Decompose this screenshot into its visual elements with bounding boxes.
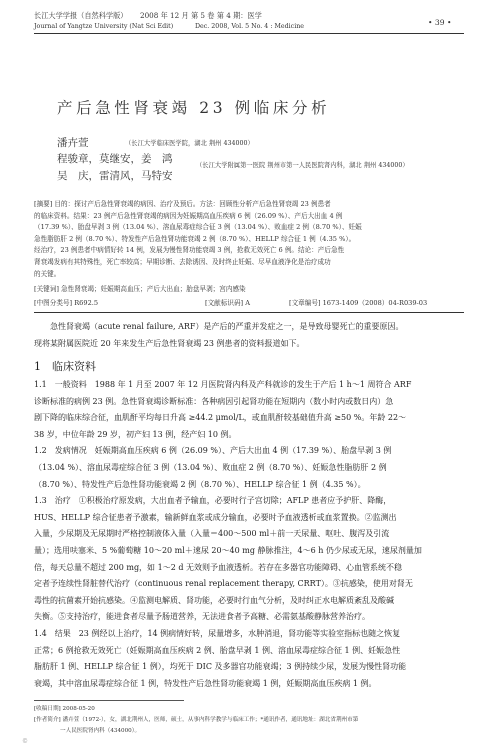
author-line-1: 潘卉萱 — [57, 137, 89, 149]
body-line: 入量，少尿期及无尿期时严格控制液体入量（入量＝400～500 ml＋前一天尿量、呕吐、腹泻及引流 — [34, 529, 390, 539]
body-line: 失衡。⑤支持治疗，能进食者尽量予肠道营养，无法进食者予高糖、必需氨基酸静脉营养治疗。 — [34, 612, 370, 622]
abstract-line: （17.39 %）、胎盘早剥 3 例（13.04 %）、溶血尿毒症综合征 3 例（13.04 %）、败血症 2 例（8.70 %）、妊娠 — [34, 223, 362, 232]
affiliation-2: （长江大学附属第一医院 荆州市第一人民医院肾内科，湖北 荆州 434000） — [196, 162, 409, 169]
author-info: [作者简介] 潘卉萱（1972-），女，湖北荆州人，医师，硕士，从事内科学教学与临床工作；*通讯作者，通讯地址：湖北省荆州市第 — [34, 717, 359, 723]
received-date: [收稿日期] 2008-05-20 — [34, 706, 95, 712]
abstract — [34, 199, 464, 280]
abstract-line: 肾衰竭发病有其特殊性，死亡率较高；早期诊断、去除诱因、及时终止妊娠、尽早血液净化是治疗成功 — [34, 257, 331, 266]
body-line: 毒性的抗菌素开始抗感染。④监测电解质、肾功能，必要时行血气分析，及时纠正水电解质紊乱及酸碱 — [34, 595, 394, 605]
intro-paragraph — [34, 319, 464, 352]
footnote-rule — [34, 700, 184, 701]
body-line: 衰竭，其中溶血尿毒症综合征 1 例，特发性产后急性肾功能衰竭 1 例，妊娠期高血压疾病 1 例。 — [34, 678, 377, 688]
abstract-line: 的临床资料。结果：23 例产后急性肾衰竭的病因为妊娠期高血压疾病 6 例（26.09 %）、产后大出血 4 例 — [34, 211, 343, 220]
abstract-line: [摘要] 目的：探讨产后急性肾衰竭的病因、治疗及预后。方法：回顾性分析产后急性肾衰竭 23 例患者 — [34, 200, 331, 208]
body-line: 急性肾衰竭（acute renal failure, ARF）是产后的严重并发症之一，是导致母婴死亡的重要原因。 — [50, 322, 404, 331]
header-rule — [34, 33, 464, 34]
body-line: 现将某附属医院近 20 年来发生产后急性肾衰竭 23 例患者的资料报道如下。 — [34, 338, 305, 348]
body-line: （13.04 %）、溶血尿毒症综合征 3 例（13.04 %）、败血症 2 例（8.70 %）、妊娠急性脂肪肝 2 例 — [34, 462, 387, 472]
affiliation-1: （长江大学临床医学院，湖北 荆州 434000） — [125, 140, 254, 147]
body-line: 剧下降的临床综合征，血肌酐平均每日升高 ≥44.2 μmol/L，或血肌酐较基础值升高 ≥50 %。年龄 22～ — [34, 413, 407, 423]
clc-number: [中图分类号] R692.5 — [34, 299, 99, 307]
section-1-1 — [34, 377, 464, 692]
journal-issue-cn: 2008 年 12 月 第 5 卷 第 4 期：医学 — [140, 11, 262, 20]
journal-issue-en: Dec. 2008, Vol. 5 No. 4 : Medicine — [195, 23, 304, 30]
article-number: [文章编号] 1673-1409（2008）04-R039-03 — [289, 299, 428, 307]
body-line: 定者予连续性肾脏替代治疗（continuous renal replacement therapy, CRRT）。③抗感染，使用对肾无 — [34, 579, 413, 589]
body-line: 诊断标准的病例 23 例。急性肾衰竭诊断标准：各种病因引起肾功能在短期内（数小时内或数日内）急 — [34, 396, 394, 406]
journal-title-cn: 长江大学学报（自然科学版） — [34, 11, 128, 20]
body-line: 倍，每天总量不超过 200 mg，如 1～2 d 无效则予血液透析。若存在多器官功能障碍、心血管系统不稳 — [34, 562, 402, 572]
body-line: 1.3 治疗 ①积极治疗原发病，大出血者予输血，必要时行子宫切除；AFLP 患者应予护肝、降酶， — [34, 496, 392, 506]
journal-title-en: Journal of Yangtze University (Nat Sci Edit) — [34, 23, 174, 30]
keywords: [关键词] 急性肾衰竭；妊娠期高血压；产后大出血；胎盘早剥；宫内感染 — [34, 285, 246, 293]
document-code: [文献标识码] A — [205, 299, 250, 307]
body-line: 1.4 结果 23 例经以上治疗，14 例病情好转，尿量增多，水肿消退，肾功能等实验室指标也随之恢复 — [34, 628, 401, 638]
page-number: • 39 • — [428, 18, 452, 27]
abstract-rule — [34, 312, 464, 313]
abstract-line: 急性脂肪肝 2 例（8.70 %）、特发性产后急性肾功能衰竭 2 例（8.70 %）、HELLP 综合征 1 例（4.35 %）。 — [34, 234, 356, 243]
section-heading: 1 临床资料 — [34, 360, 96, 373]
body-line: 脂肪肝 1 例、HELLP 综合征 1 例），均死于 DIC 及多器官功能衰竭；3 例持续少尿，发展为慢性肾功能 — [34, 662, 407, 672]
body-line: 1.2 发病情况 妊娠期高血压疾病 6 例（26.09 %）、产后大出血 4 例（17.39 %）、胎盘早剥 3 例 — [34, 446, 392, 456]
article-title: 产后急性肾衰竭 23 例临床分析 — [57, 99, 331, 117]
body-line: 正常；6 例抢救无效死亡（妊娠期高血压疾病 2 例、胎盘早剥 1 例、溶血尿毒症综合征 1 例、妊娠急性 — [34, 645, 401, 655]
body-line: 38 岁，中位年龄 29 岁，初产妇 13 例，经产妇 10 例。 — [34, 429, 237, 439]
margin-mark: © — [22, 738, 28, 745]
body-line: 1.1 一般资料 1988 年 1 月至 2007 年 12 月医院肾内科及产科就诊的发生于产后 1 h～1 周符合 ARF — [34, 380, 412, 389]
author-info-continued: 一人民医院肾内科（434000）。 — [60, 728, 141, 734]
author-line-3: 吴 庆，雷清风，马特安 — [57, 170, 173, 182]
abstract-line: 经治疗，23 例患者中病情好转 14 例，发展为慢性肾功能衰竭 3 例，抢救无效死亡 6 例。结论：产后急性 — [34, 246, 345, 255]
body-line: 量）；选用呋塞米、5 %葡萄糖 10～20 ml＋速尿 20～40 mg 静脉推注，4～6 h 仍少尿或无尿，速尿剂量加 — [34, 545, 422, 555]
body-line: （8.70 %）、特发性产后急性肾功能衰竭 2 例（8.70 %）、HELLP 综合征 1 例（4.35 %）。 — [34, 479, 366, 489]
author-line-2: 程骏章，莫继安，姜 鸿 — [57, 153, 173, 165]
body-line: HUS、HELLP 综合征患者予激素，输新鲜血浆或成分输血，必要时予血液透析或血浆置换。②监测出 — [34, 512, 397, 522]
abstract-line: 的关键。 — [34, 269, 61, 278]
